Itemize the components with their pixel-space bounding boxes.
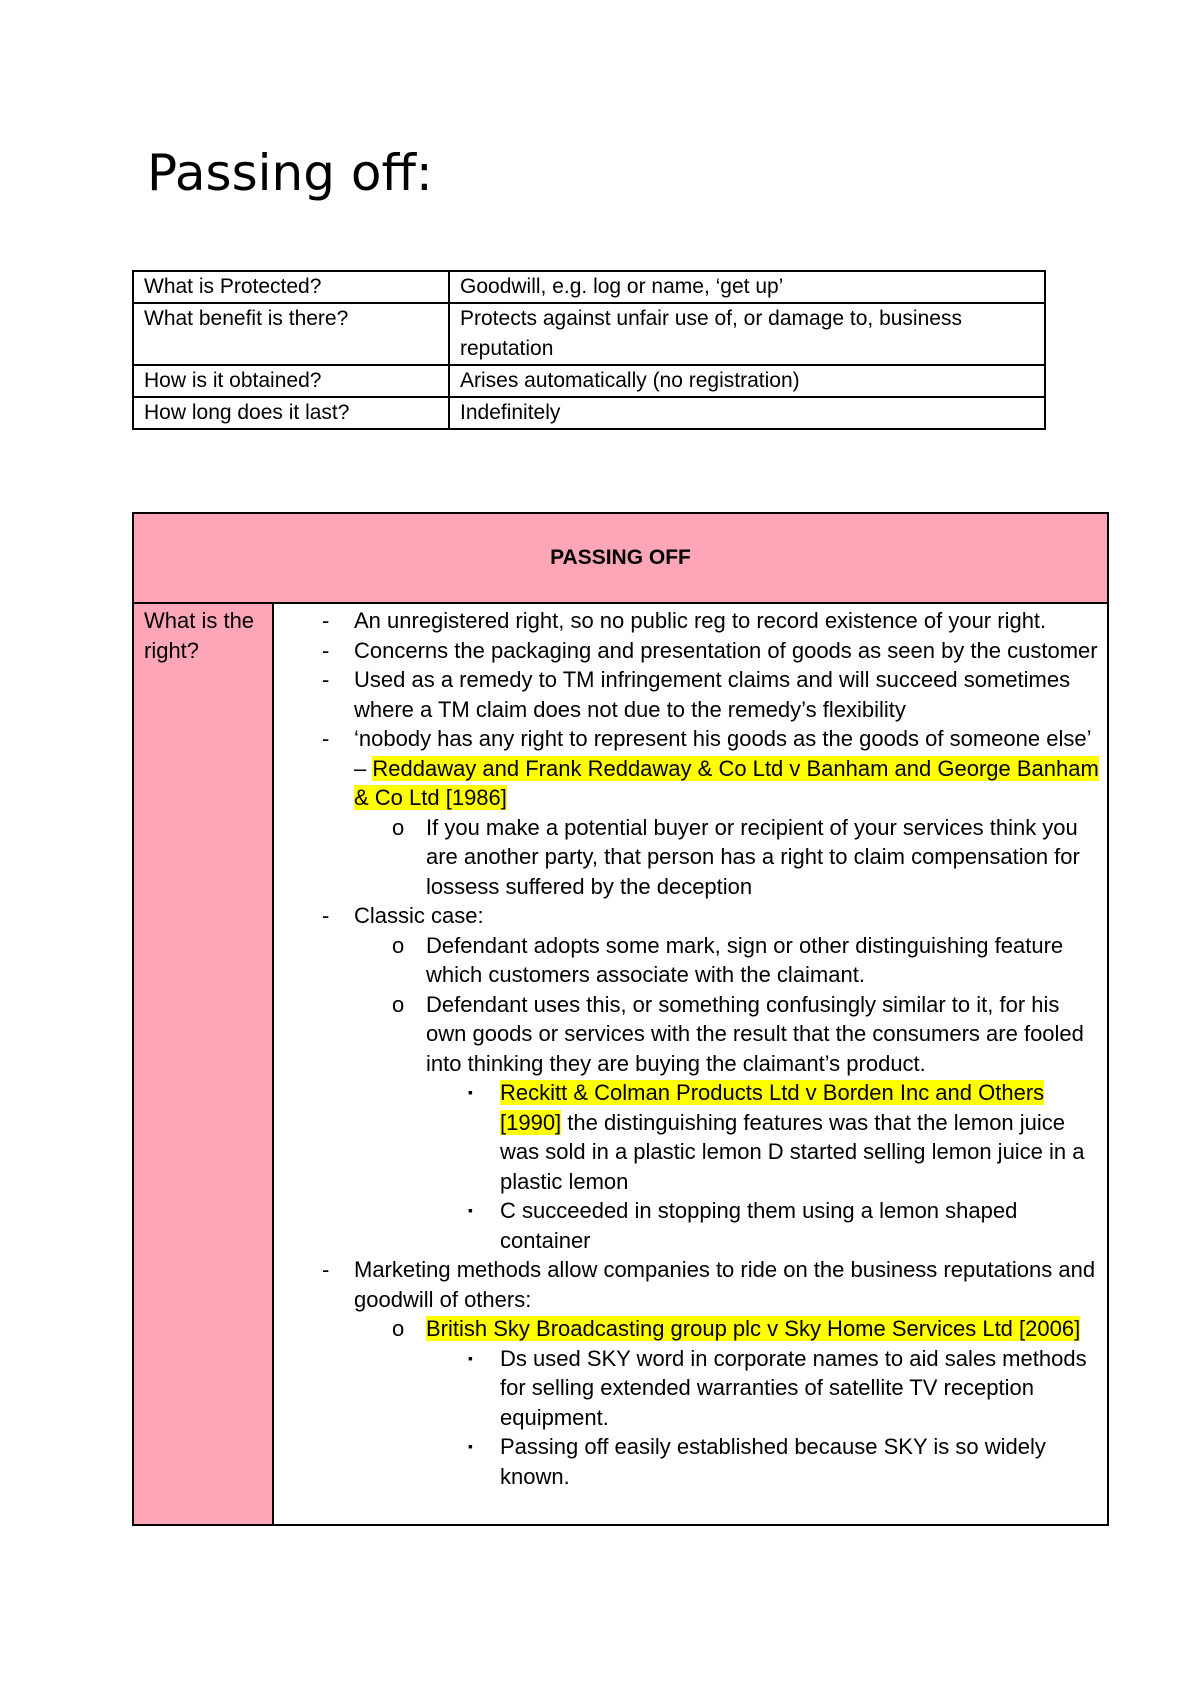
sub-sub-list-item: [274, 1196, 1099, 1255]
sub-sub-item-text: Passing off easily established because SKY is so widely known.: [500, 1434, 1046, 1489]
table-row: [133, 271, 1045, 303]
circle-bullet: o: [392, 991, 405, 1017]
summary-question: How long does it last?: [133, 397, 449, 429]
case-text: the distinguishing features was that the lemon juice was sold in a plastic lemon D started selling lemon juice in a plastic lemon: [500, 1109, 1085, 1194]
dash-bullet: -: [322, 667, 330, 692]
square-bullet: ▪: [468, 1202, 473, 1218]
circle-bullet: o: [392, 814, 405, 840]
list-item-text: Used as a remedy to TM infringement claims and will succeed sometimes where a TM claim does not due to the remedy’s flexibility: [354, 667, 1071, 722]
passing-off-table: [132, 512, 1109, 1526]
list-item: [274, 1255, 1099, 1314]
summary-answer: Goodwill, e.g. log or name, ‘get up’: [449, 271, 1045, 303]
summary-question: What benefit is there?: [133, 303, 449, 365]
list-item-text: Marketing methods allow companies to ride on the business reputations and goodwill of others:: [354, 1257, 1096, 1312]
circle-bullet: o: [392, 932, 405, 958]
list-item: [274, 665, 1099, 724]
circle-bullet: o: [392, 1316, 405, 1341]
summary-answer: Indefinitely: [449, 397, 1045, 429]
sub-item-text: Defendant adopts some mark, sign or other distinguishing feature which customers associate with the claimant.: [426, 932, 1064, 987]
summary-answer: Arises automatically (no registration): [449, 365, 1045, 397]
square-bullet: ▪: [468, 1349, 473, 1366]
list-item-text: Concerns the packaging and presentation of goods as seen by the customer: [354, 637, 1098, 663]
page-title: Passing off:: [147, 144, 433, 202]
summary-answer: Protects against unfair use of, or damage to, business reputation: [449, 303, 1045, 365]
sub-list-item: [274, 990, 1099, 1079]
list-item: [274, 724, 1099, 813]
list-item-text: Classic case:: [354, 903, 484, 928]
summary-question: How is it obtained?: [133, 365, 449, 397]
sub-item-text: Defendant uses this, or something confusingly similar to it, for his own goods or services with the result that the consumers are fooled into thinking they are buying the claimant’s product.: [426, 991, 1084, 1076]
summary-question: What is Protected?: [133, 271, 449, 303]
sub-sub-list-item: [274, 1078, 1099, 1196]
sub-sub-item-text: Ds used SKY word in corporate names to aid sales methods for selling extended warranties of satellite TV reception equipment.: [500, 1345, 1087, 1430]
dash-bullet: -: [322, 608, 330, 633]
sub-item-text: If you make a potential buyer or recipient of your services think you are another party, that person has a right to claim compensation for lossess suffered by the deception: [426, 814, 1080, 899]
sub-sub-list-item: [274, 1344, 1099, 1433]
sub-list-item: [274, 1314, 1099, 1344]
sub-list-item: [274, 813, 1099, 902]
table-row: [133, 303, 1045, 365]
table-header-row: [133, 513, 1108, 603]
dash-bullet: -: [322, 637, 330, 663]
list-item-text: An unregistered right, so no public reg to record existence of your right.: [354, 608, 1047, 633]
square-bullet: ▪: [468, 1438, 473, 1454]
list-item: [274, 636, 1099, 666]
list-item: [274, 901, 1099, 931]
case-citation: Reddaway and Frank Reddaway & Co Ltd v Banham and George Banham & Co Ltd [1986]: [354, 755, 1099, 810]
dash-bullet: -: [322, 726, 330, 751]
sub-list-item: [274, 931, 1099, 990]
sub-sub-list-item: [274, 1432, 1099, 1491]
case-citation: British Sky Broadcasting group plc v Sky Home Services Ltd [2006]: [426, 1316, 1081, 1341]
table-row: [133, 397, 1045, 429]
square-bullet: ▪: [468, 1084, 473, 1100]
sub-sub-item-text: C succeeded in stopping them using a lemon shaped container: [500, 1198, 1018, 1253]
table-header: PASSING OFF: [133, 513, 1108, 603]
table-row: [133, 603, 1108, 1525]
quote-text: ‘nobody has any right to represent his goods as the goods of someone else’ –: [354, 726, 1091, 781]
dash-bullet: -: [322, 903, 330, 928]
case-citation: Reckitt & Colman Products Ltd v Borden Inc and Others [1990]: [500, 1080, 1045, 1135]
dash-bullet: -: [322, 1257, 330, 1282]
summary-table: [132, 270, 1046, 430]
row-content: [273, 603, 1108, 1525]
list-item: [274, 606, 1099, 636]
table-row: [133, 365, 1045, 397]
row-label: What is the right?: [133, 603, 273, 1525]
